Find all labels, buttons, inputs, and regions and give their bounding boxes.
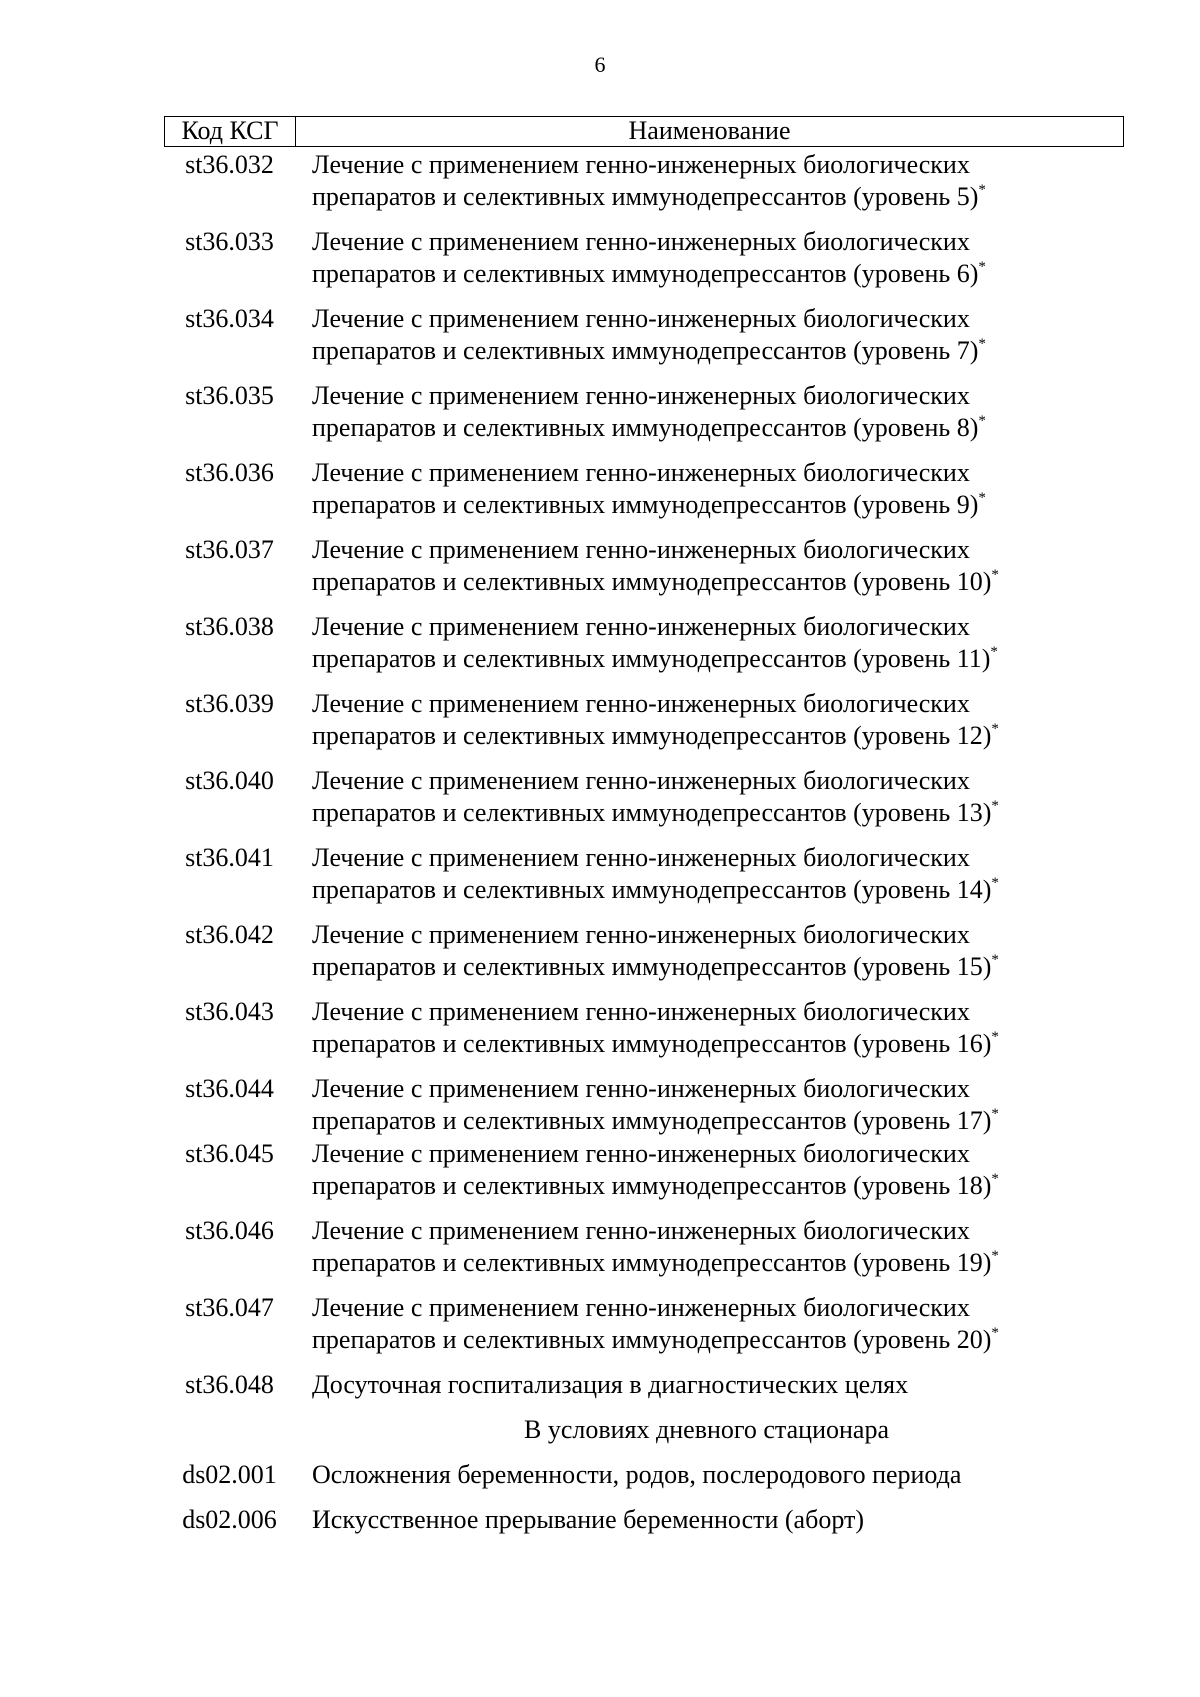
row-name xyxy=(295,457,1124,534)
row-name-line2: препаратов и селективных иммунодепрессантов (уровень 14)* xyxy=(312,875,999,904)
row-level: 12) xyxy=(956,721,992,750)
row-code: st36.034 xyxy=(185,304,274,333)
row-code: st36.043 xyxy=(185,997,274,1026)
footnote-asterisk: * xyxy=(978,182,986,198)
row-name: Досуточная госпитализация в диагностических целях xyxy=(312,1370,909,1399)
table-row xyxy=(164,1138,1124,1215)
table-row xyxy=(164,1459,1124,1504)
row-name-line1: Лечение с применением генно-инженерных биологических xyxy=(312,381,970,410)
row-code: st36.041 xyxy=(185,843,274,872)
row-level: 18) xyxy=(956,1171,992,1200)
row-level: 13) xyxy=(956,798,992,827)
row-name xyxy=(295,534,1124,611)
row-name-line1: Лечение с применением генно-инженерных биологических xyxy=(312,458,970,487)
table-row xyxy=(164,149,1124,226)
row-name-line1: Лечение с применением генно-инженерных биологических xyxy=(312,843,970,872)
row-code: st36.040 xyxy=(185,766,274,795)
row-name-line1: Лечение с применением генно-инженерных биологических xyxy=(312,227,970,256)
row-name-line2: препаратов и селективных иммунодепрессантов (уровень 13)* xyxy=(312,798,999,827)
row-name-line2: препаратов и селективных иммунодепрессантов (уровень 7)* xyxy=(312,336,986,365)
row-level: 11) xyxy=(956,644,991,673)
row-name xyxy=(295,149,1124,226)
row-name xyxy=(295,996,1124,1073)
footnote-asterisk: * xyxy=(978,490,986,506)
row-level: 19) xyxy=(956,1248,992,1277)
row-level: 9) xyxy=(956,490,979,519)
row-name-line2: препаратов и селективных иммунодепрессантов (уровень 20)* xyxy=(312,1325,999,1354)
table-body xyxy=(164,149,1124,1549)
row-name-line1: Лечение с применением генно-инженерных биологических xyxy=(312,304,970,333)
table-row xyxy=(164,996,1124,1073)
row-code: st36.047 xyxy=(185,1293,274,1322)
row-name-line1: Лечение с применением генно-инженерных биологических xyxy=(312,766,970,795)
table-row xyxy=(164,1369,1124,1414)
table-row xyxy=(164,380,1124,457)
row-name-line1: Лечение с применением генно-инженерных биологических xyxy=(312,689,970,718)
footnote-asterisk: * xyxy=(991,1325,999,1341)
table-row xyxy=(164,919,1124,996)
table-row xyxy=(164,457,1124,534)
row-level: 10) xyxy=(956,567,992,596)
table-row xyxy=(164,303,1124,380)
row-name-line2: препаратов и селективных иммунодепрессантов (уровень 18)* xyxy=(312,1171,999,1200)
row-name: Искусственное прерывание беременности (аборт) xyxy=(312,1505,864,1534)
row-name-line1: Лечение с применением генно-инженерных биологических xyxy=(312,535,970,564)
row-code: st36.033 xyxy=(185,227,274,256)
row-code: st36.048 xyxy=(185,1370,274,1399)
row-level: 14) xyxy=(956,875,992,904)
table-row xyxy=(164,842,1124,919)
row-level: 20) xyxy=(956,1325,992,1354)
row-name-line1: Лечение с применением генно-инженерных биологических xyxy=(312,1293,970,1322)
footnote-asterisk: * xyxy=(990,644,998,660)
footnote-asterisk: * xyxy=(991,1106,999,1122)
footnote-asterisk: * xyxy=(978,413,986,429)
row-name-line2: препаратов и селективных иммунодепрессантов (уровень 5)* xyxy=(312,182,986,211)
footnote-asterisk: * xyxy=(978,336,986,352)
row-name-line1: Лечение с применением генно-инженерных биологических xyxy=(312,1216,970,1245)
table-row xyxy=(164,1292,1124,1369)
table-row xyxy=(164,1215,1124,1292)
row-name xyxy=(295,919,1124,996)
row-name-line1: Лечение с применением генно-инженерных биологических xyxy=(312,150,970,179)
row-code: ds02.006 xyxy=(182,1505,277,1534)
row-code: st36.036 xyxy=(185,458,274,487)
row-code: st36.037 xyxy=(185,535,274,564)
row-name xyxy=(295,688,1124,765)
row-name-line2: препаратов и селективных иммунодепрессантов (уровень 8)* xyxy=(312,413,986,442)
table-row xyxy=(164,611,1124,688)
row-code: ds02.001 xyxy=(182,1460,277,1489)
row-name xyxy=(295,1215,1124,1292)
row-name-line2: препаратов и селективных иммунодепрессантов (уровень 12)* xyxy=(312,721,999,750)
header-code: Код КСГ xyxy=(165,117,296,146)
row-level: 17) xyxy=(956,1106,992,1135)
row-name-line1: Лечение с применением генно-инженерных биологических xyxy=(312,1139,970,1168)
row-code: st36.035 xyxy=(185,381,274,410)
row-level: 6) xyxy=(956,259,979,288)
footnote-asterisk: * xyxy=(978,259,986,275)
row-code: st36.039 xyxy=(185,689,274,718)
footnote-asterisk: * xyxy=(991,1029,999,1045)
row-level: 16) xyxy=(956,1029,992,1058)
footnote-asterisk: * xyxy=(991,1248,999,1264)
table-row xyxy=(164,1073,1124,1138)
footnote-asterisk: * xyxy=(991,567,999,583)
row-name-line1: Лечение с применением генно-инженерных биологических xyxy=(312,612,970,641)
table-header xyxy=(164,116,1124,147)
row-name-line2: препаратов и селективных иммунодепрессантов (уровень 16)* xyxy=(312,1029,999,1058)
row-name xyxy=(295,842,1124,919)
row-name xyxy=(295,765,1124,842)
footnote-asterisk: * xyxy=(991,1171,999,1187)
row-code: st36.045 xyxy=(185,1139,274,1168)
footnote-asterisk: * xyxy=(991,875,999,891)
row-name-line2: препаратов и селективных иммунодепрессантов (уровень 10)* xyxy=(312,567,999,596)
page-number: 6 xyxy=(594,52,606,77)
table-row xyxy=(164,534,1124,611)
row-name xyxy=(295,1292,1124,1369)
section-title-day-hospital: В условиях дневного стационара xyxy=(524,1415,889,1444)
table-row xyxy=(164,765,1124,842)
row-name xyxy=(295,1138,1124,1215)
row-code: st36.038 xyxy=(185,612,274,641)
row-name-line2: препаратов и селективных иммунодепрессантов (уровень 17)* xyxy=(312,1106,999,1135)
row-code: st36.032 xyxy=(185,150,274,179)
row-name xyxy=(295,1073,1124,1138)
row-code: st36.042 xyxy=(185,920,274,949)
row-name xyxy=(295,226,1124,303)
row-level: 7) xyxy=(956,336,979,365)
table-row xyxy=(164,688,1124,765)
row-name: Осложнения беременности, родов, послеродового периода xyxy=(312,1460,962,1489)
row-name-line2: препаратов и селективных иммунодепрессантов (уровень 6)* xyxy=(312,259,986,288)
row-level: 15) xyxy=(956,952,992,981)
footnote-asterisk: * xyxy=(991,952,999,968)
table-row xyxy=(164,226,1124,303)
table-row xyxy=(164,1504,1124,1549)
row-name-line2: препаратов и селективных иммунодепрессантов (уровень 15)* xyxy=(312,952,999,981)
row-name-line2: препаратов и селективных иммунодепрессантов (уровень 9)* xyxy=(312,490,986,519)
row-name-line2: препаратов и селективных иммунодепрессантов (уровень 11)* xyxy=(312,644,998,673)
row-name-line1: Лечение с применением генно-инженерных биологических xyxy=(312,997,970,1026)
row-name xyxy=(295,303,1124,380)
row-name-line1: Лечение с применением генно-инженерных биологических xyxy=(312,1074,970,1103)
row-name-line1: Лечение с применением генно-инженерных биологических xyxy=(312,920,970,949)
row-name xyxy=(295,380,1124,457)
footnote-asterisk: * xyxy=(991,798,999,814)
row-code: st36.046 xyxy=(185,1216,274,1245)
row-name-line2: препаратов и селективных иммунодепрессантов (уровень 19)* xyxy=(312,1248,999,1277)
footnote-asterisk: * xyxy=(991,721,999,737)
row-level: 5) xyxy=(956,182,979,211)
header-name: Наименование xyxy=(628,116,791,145)
row-level: 8) xyxy=(956,413,979,442)
row-code: st36.044 xyxy=(185,1074,274,1103)
row-name xyxy=(295,611,1124,688)
